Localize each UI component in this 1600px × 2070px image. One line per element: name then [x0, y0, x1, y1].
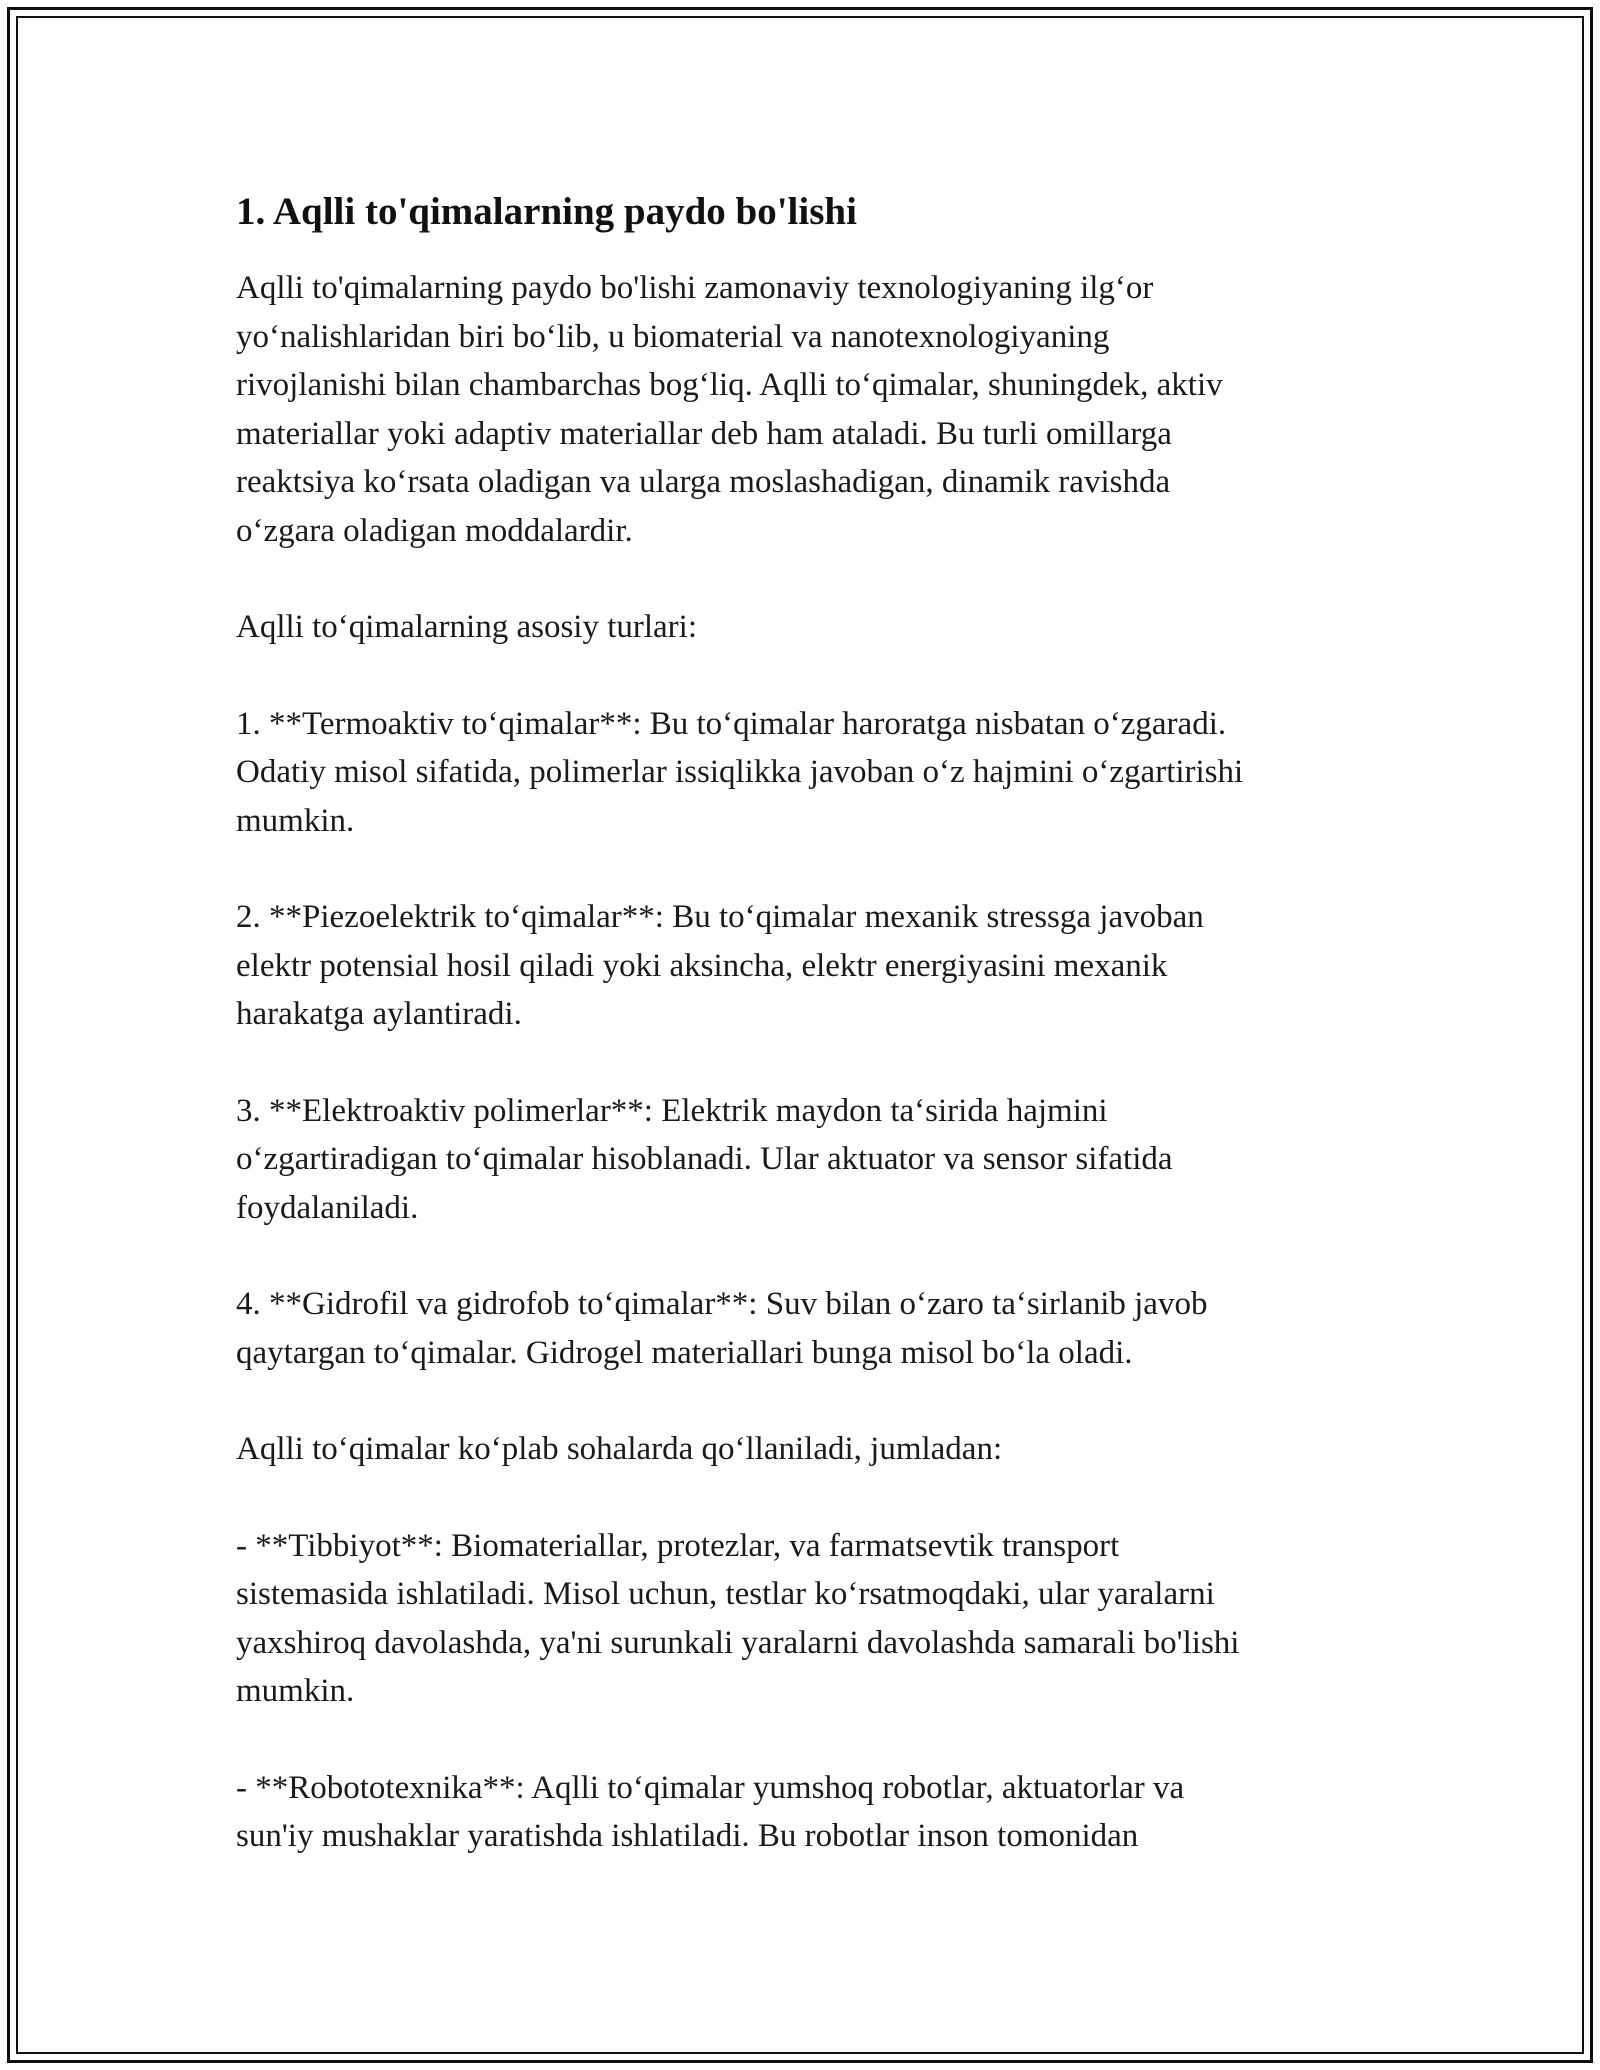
list-item-medicine: - **Tibbiyot**: Biomateriallar, protezlar, va farmatsevtik transport sistemasida ishlatiladi. Misol uchun, testlar ko‘rsatmoqdaki, ular yaralarni yaxshiroq davolashda, ya'ni surunkali yaralarni davolashda samarali bo'lishi mumkin. [236, 1527, 1240, 1709]
section-heading: 1. Aqlli to'qimalarning paydo bo'lishi [236, 190, 857, 233]
applications-intro-paragraph: Aqlli to‘qimalar ko‘plab sohalarda qo‘llaniladi, jumladan: [236, 1431, 1003, 1467]
list-item-hydrophilic: 4. **Gidrofil va gidrofob to‘qimalar**: Suv bilan o‘zaro ta‘sirlanib javob qaytargan to‘qimalar. Gidrogel materiallari bunga misol bo‘la oladi. [236, 1286, 1208, 1371]
list-item-electroactive: 3. **Elektroaktiv polimerlar**: Elektrik maydon ta‘sirida hajmini o‘zgartiradigan to‘qimalar hisoblanadi. Ular aktuator va sensor sifatida foydalaniladi. [236, 1092, 1173, 1226]
list-item-robotics: - **Robototexnika**: Aqlli to‘qimalar yumshoq robotlar, aktuatorlar va sun'iy mushaklar yaratishda ishlatiladi. Bu robotlar inson tomonidan [236, 1769, 1185, 1854]
types-intro-paragraph: Aqlli to‘qimalarning asosiy turlari: [236, 609, 698, 645]
list-item-thermoactive: 1. **Termoaktiv to‘qimalar**: Bu to‘qimalar haroratga nisbatan o‘zgaradi. Odatiy misol sifatida, polimerlar issiqlikka javoban o‘z hajmini o‘zgartirishi mumkin. [236, 705, 1244, 839]
list-item-piezoelectric: 2. **Piezoelektrik to‘qimalar**: Bu to‘qimalar mexanik stressga javoban elektr potensial hosil qiladi yoki aksincha, elektr energiyasini mexanik harakatga aylantiradi. [236, 899, 1204, 1032]
intro-paragraph: Aqlli to'qimalarning paydo bo'lishi zamonaviy texnologiyaning ilg‘or yo‘nalishlaridan biri bo‘lib, u biomaterial va nanotexnologiyaning rivojlanishi bilan chambarchas bog‘liq. Aqlli to‘qimalar, shuningdek, aktiv materiallar yoki adaptiv materiallar deb ham ataladi. Bu turli omillarga reaktsiya ko‘rsata oladigan va ularga moslashadigan, dinamik ravishda o‘zgara oladigan moddalardir. [236, 270, 1223, 549]
document-body [236, 186, 1366, 1909]
